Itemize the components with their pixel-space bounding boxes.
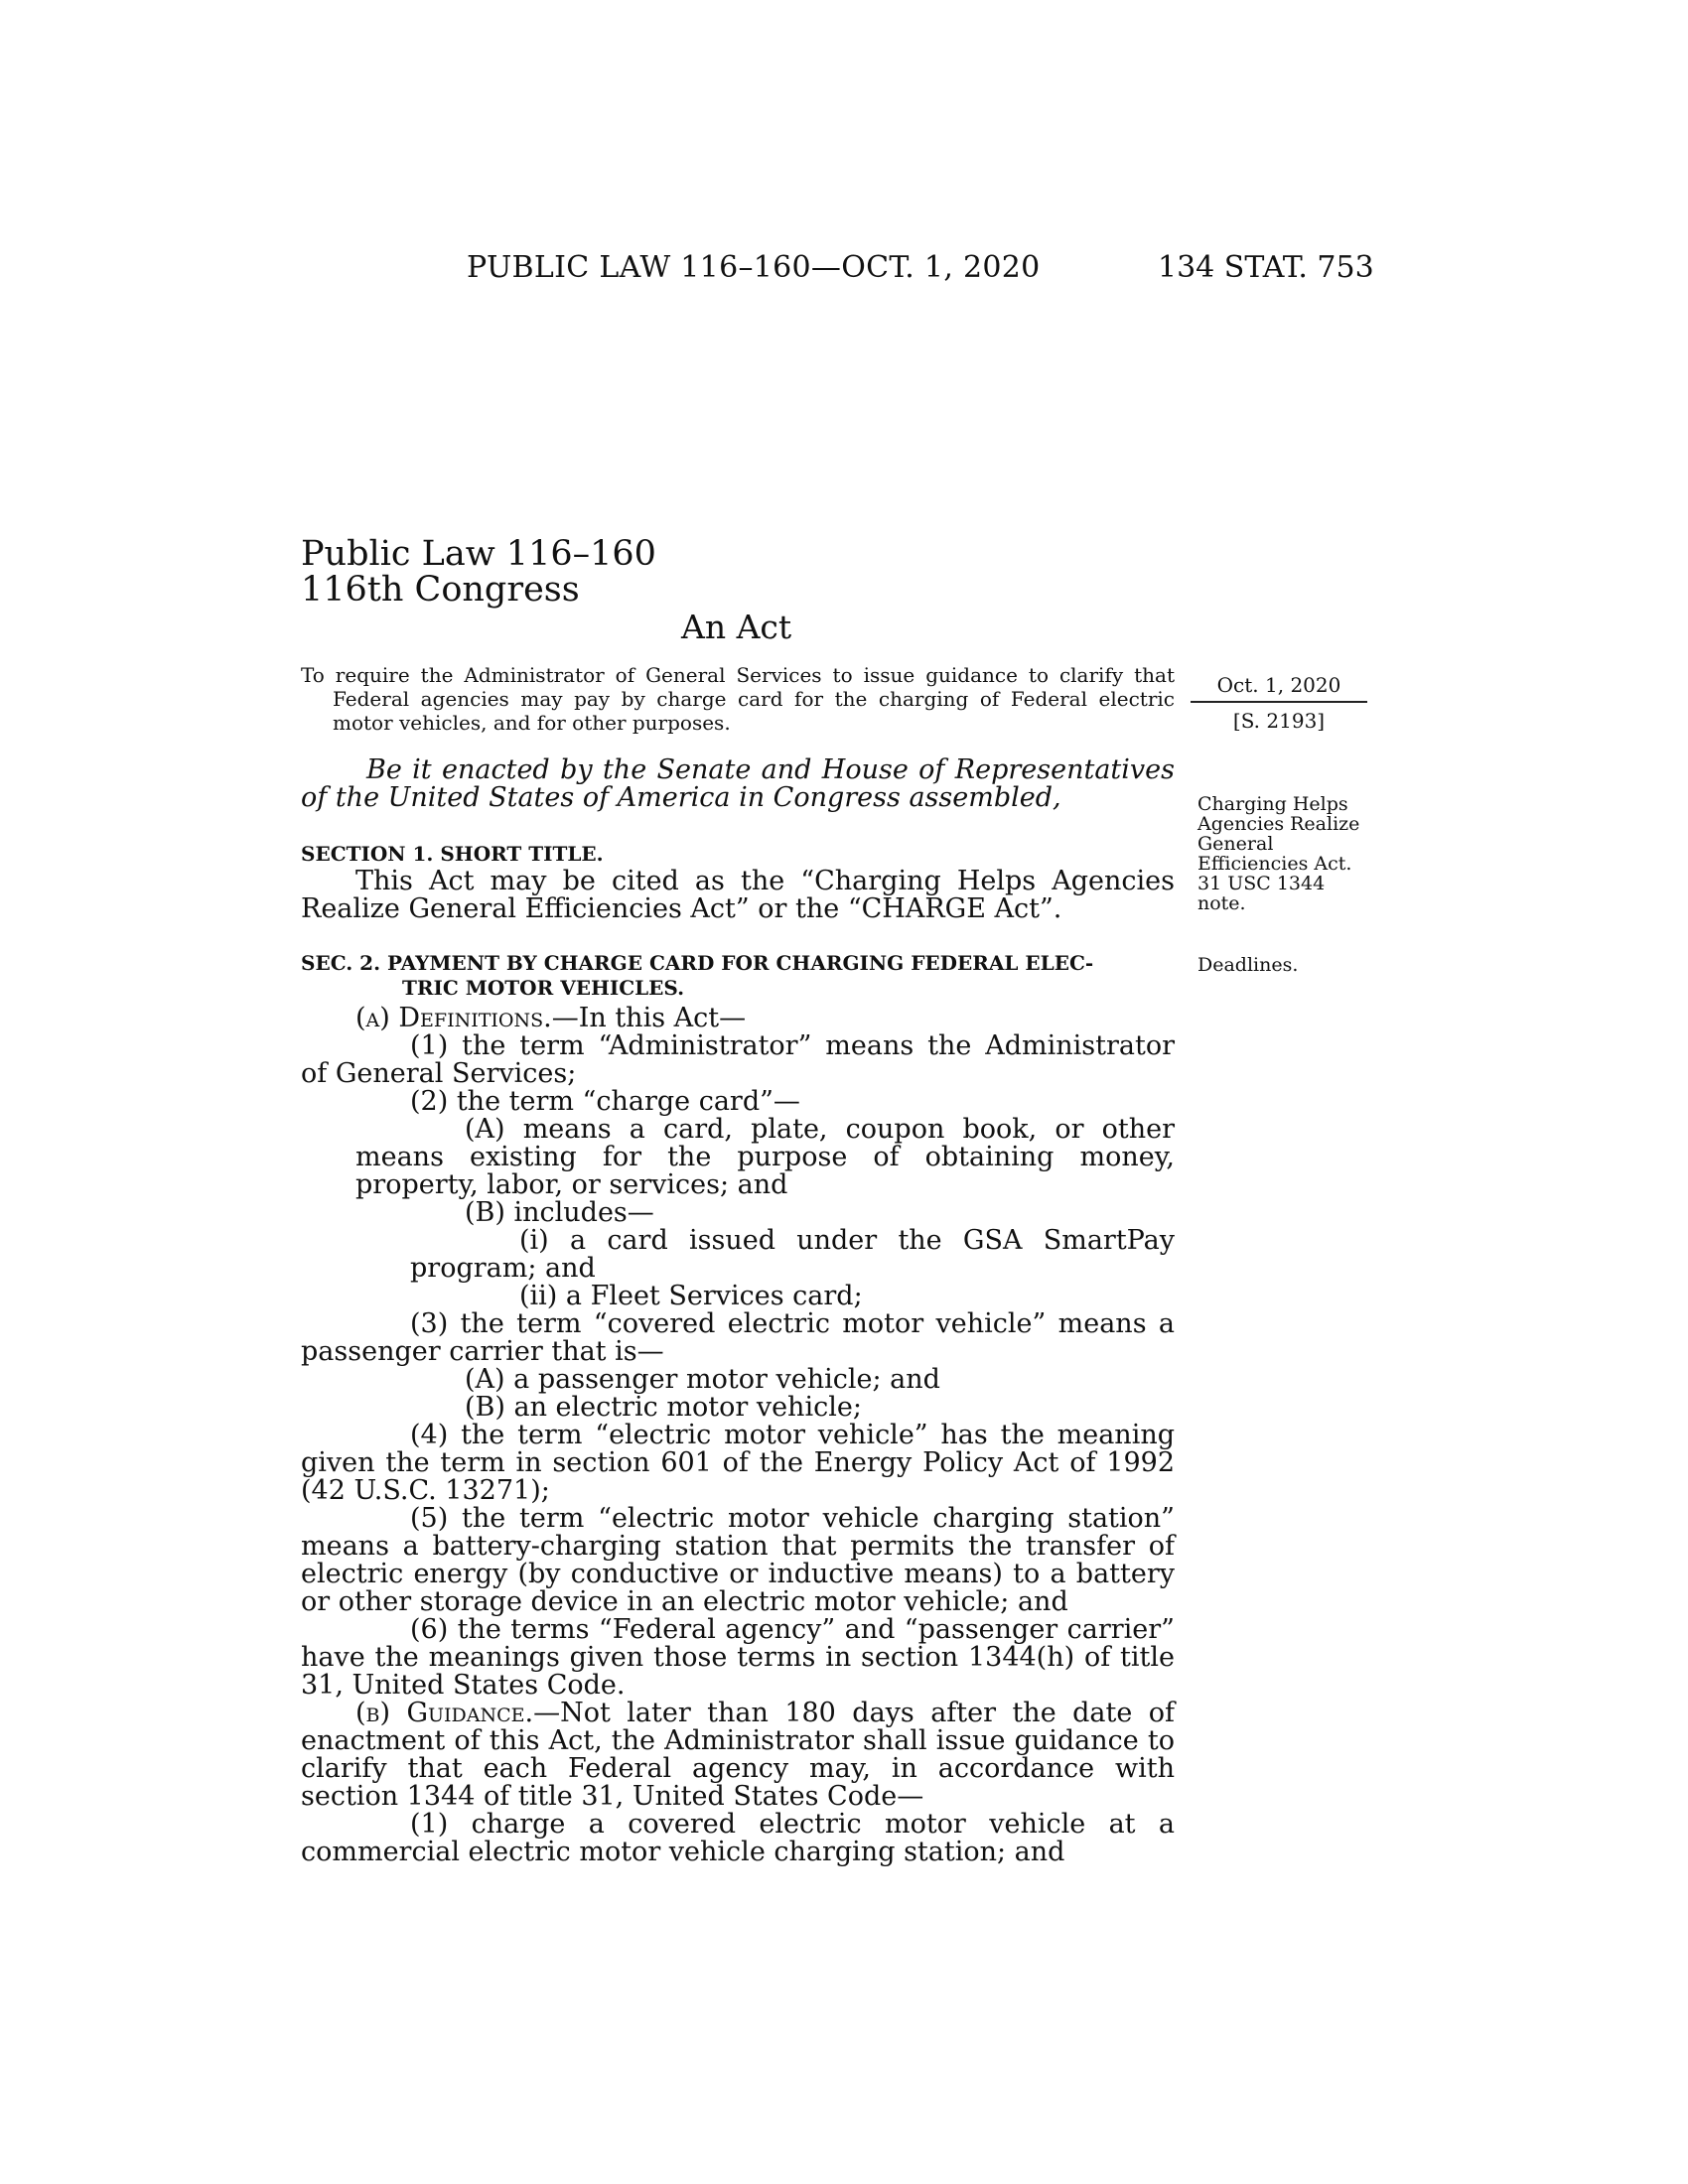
subsection-b-paragraph-1: (1) charge a covered electric motor vehicle at a commercial electric motor vehicle charging station; and xyxy=(301,1809,1175,1867)
section2-heading-line2: TRIC MOTOR VEHICLES. xyxy=(402,976,685,1000)
subsection-b-heading: (b) Guidance. xyxy=(355,1698,534,1728)
paragraph-2-B-i: (i) a card issued under the GSA SmartPay program; and xyxy=(410,1225,1175,1284)
paragraph-5: (5) the term “electric motor vehicle charging station” means a battery-charging station that permits the transfer of electric energy (by conductive or inductive means) to a battery or other storage device in an electric motor vehicle; and xyxy=(301,1503,1175,1617)
public-law-number: Public Law 116–160 xyxy=(301,534,656,574)
subsection-b xyxy=(301,1700,1175,1811)
section1-heading: SECTION 1. SHORT TITLE. xyxy=(301,842,604,866)
margin-note-usc: 31 USC 1344 note. xyxy=(1197,873,1326,914)
paragraph-2: (2) the term “charge card”— xyxy=(410,1086,800,1117)
paragraph-2-A: (A) means a card, plate, coupon book, or other means existing for the purpose of obtaining money, property, labor, or services; and xyxy=(355,1114,1175,1200)
subsection-a-heading: (a) Definitions. xyxy=(355,1003,552,1033)
subsection-a-text: —In this Act— xyxy=(551,1003,747,1033)
section2-heading-line1: SEC. 2. PAYMENT BY CHARGE CARD FOR CHARGING FEDERAL ELEC- xyxy=(301,951,1094,975)
margin-date: Oct. 1, 2020 xyxy=(1216,673,1341,697)
paragraph-2-B: (B) includes— xyxy=(465,1197,654,1228)
paragraph-3: (3) the term “covered electric motor vehicle” means a passenger carrier that is— xyxy=(301,1308,1175,1367)
margin-bill-number: [S. 2193] xyxy=(1232,709,1326,733)
paragraph-3-A: (A) a passenger motor vehicle; and xyxy=(465,1364,940,1395)
paragraph-1: (1) the term “Administrator” means the Administrator of General Services; xyxy=(301,1030,1175,1089)
margin-note-short-title xyxy=(1197,794,1376,913)
purpose-text: To require the Administrator of General Services to issue guidance to clarify that Federal agencies may pay by charge card for the charging of Federal electric motor vehicles, and for other purposes. xyxy=(301,663,1175,735)
running-head: PUBLIC LAW 116–160—OCT. 1, 2020 xyxy=(467,250,1041,285)
congress-number: 116th Congress xyxy=(301,570,580,610)
section2-body xyxy=(301,1005,1175,1866)
paragraph-2-B-ii: (ii) a Fleet Services card; xyxy=(519,1281,863,1311)
paragraph-4: (4) the term “electric motor vehicle” has the meaning given the term in section 601 of the Energy Policy Act of 1992 (42 U.S.C. 13271); xyxy=(301,1420,1175,1506)
purpose-clause xyxy=(301,663,1175,735)
stat-page-number: 134 STAT. 753 xyxy=(1158,250,1374,285)
enacting-clause xyxy=(301,756,1175,812)
paragraph-3-B: (B) an electric motor vehicle; xyxy=(465,1392,862,1423)
margin-rule xyxy=(1191,701,1367,703)
subsection-a xyxy=(301,1005,1175,1032)
section1-text: This Act may be cited as the “Charging Helps Agencies Realize General Efficiencies Act” or the “CHARGE Act”. xyxy=(301,866,1175,924)
paragraph-6: (6) the terms “Federal agency” and “passenger carrier” have the meanings given those terms in section 1344(h) of title 31, United States Code. xyxy=(301,1614,1175,1701)
margin-note-deadlines: Deadlines. xyxy=(1197,954,1299,976)
act-title: An Act xyxy=(681,608,792,646)
margin-note-act-name: Charging Helps Agencies Realize General Efficiencies Act. xyxy=(1197,793,1360,875)
subsection-b-text: —Not later than 180 days after the date of enactment of this Act, the Administrator shall issue guidance to clarify that each Federal agency may, in accordance with section 1344 of title 31, United States Code— xyxy=(301,1698,1175,1812)
section1-body xyxy=(301,868,1175,923)
section2-heading xyxy=(301,951,1175,1001)
enacting-text: Be it enacted by the Senate and House of Representatives of the United States of America in Congress assembled, xyxy=(301,754,1175,813)
